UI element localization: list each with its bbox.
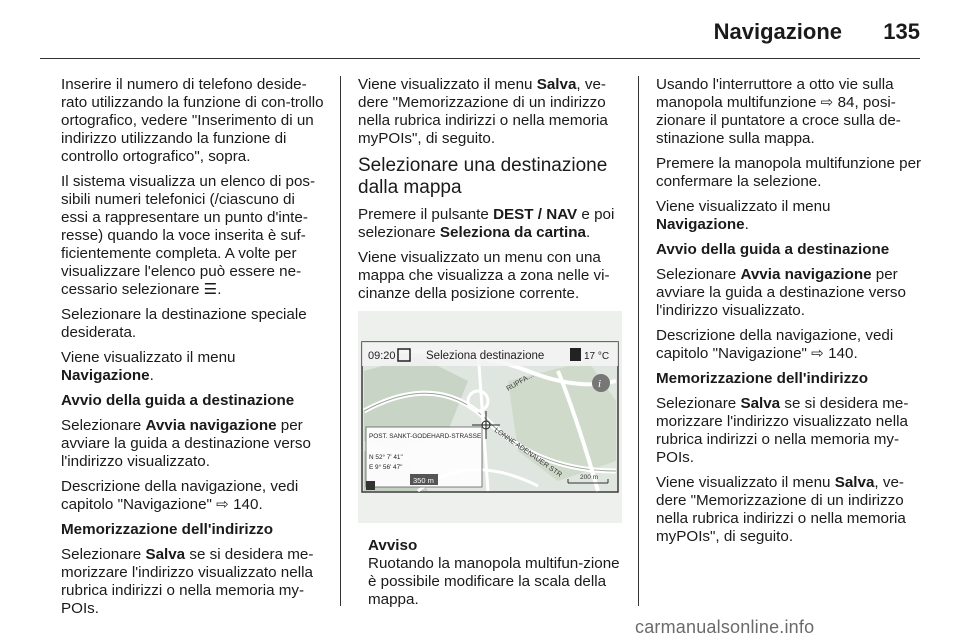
paragraph xyxy=(656,76,922,148)
text: Descrizione della navigazione, vedi capitolo "Navigazione" xyxy=(656,327,894,362)
temperature: 17 °C xyxy=(584,351,610,362)
text: per avviare la guida a destinazione verso l'indirizzo visualizzato. xyxy=(61,417,311,470)
header-rule xyxy=(40,58,920,59)
latitude: N 52° 7' 41" xyxy=(369,454,403,461)
text: per avviare la guida a destinazione verso l'indirizzo visualizzato. xyxy=(656,266,906,319)
column-3 xyxy=(656,76,922,553)
column-1 xyxy=(61,76,324,625)
menu-item: Salva xyxy=(145,546,186,563)
subheading-save: Memorizzazione dell'indirizzo xyxy=(656,370,869,387)
screen-title: Seleziona destinazione xyxy=(426,350,545,362)
menu-item: Salva xyxy=(536,76,577,93)
text: . xyxy=(744,216,749,233)
paragraph xyxy=(656,474,922,546)
text: . xyxy=(149,367,154,384)
paragraph xyxy=(61,478,324,514)
paragraph xyxy=(358,76,622,148)
list-icon: ☰ xyxy=(203,281,218,298)
paragraph xyxy=(61,173,324,299)
text: Il sistema visualizza un elenco di pos-sibili numeri telefonici (/ciascuno di essi a rappresentare un punto d'inte-resse) quando la voce inserita è suf-ficientemente completa. A volte per visualizzare l'elenco può essere ne-cessario selezionare xyxy=(61,173,316,298)
text: 84, posi-zionare il puntatore a croce sulla de-stinazione sulla mappa. xyxy=(656,94,901,147)
text: e poi selezionare xyxy=(358,206,615,241)
road-label: LONNE ADENAUER STR xyxy=(492,426,563,479)
longitude: E 9° 56' 47" xyxy=(369,464,403,471)
paragraph: Viene visualizzato un menu con una mappa che visualizza a zona nelle vi-cinanze della posizione corrente. xyxy=(358,249,610,302)
scale-box-label: 350 m xyxy=(413,476,434,485)
menu-item: Salva xyxy=(834,474,875,491)
text: Viene visualizzato il menu xyxy=(656,474,835,491)
paragraph xyxy=(656,395,922,467)
text: Selezionare xyxy=(61,546,146,563)
text: 140. xyxy=(228,496,263,513)
menu-item: Avvia navigazione xyxy=(145,417,277,434)
road-label: RUPFA… xyxy=(505,371,536,393)
text: Selezionare xyxy=(656,266,741,283)
text: Usando l'interruttore a otto vie sulla manopola multifunzione xyxy=(656,76,894,111)
column-divider xyxy=(638,76,639,606)
text: se si desidera me-morizzare l'indirizzo visualizzato nella rubrica indirizzi o nella memoria my-POIs. xyxy=(656,395,909,466)
text: Descrizione della navigazione, vedi capitolo "Navigazione" xyxy=(61,478,299,513)
paragraph xyxy=(358,206,622,242)
page-ref-arrow-icon: ⇨ xyxy=(811,345,824,362)
paragraph xyxy=(61,546,324,618)
menu-name: Navigazione xyxy=(656,216,745,233)
menu-item: Salva xyxy=(740,395,781,412)
clock: 09:20 xyxy=(368,350,396,362)
note-box xyxy=(368,537,624,609)
text: , ve-dere "Memorizzazione di un indirizzo nella rubrica indirizzi o nella memoria myPOIs", di seguito. xyxy=(656,474,906,545)
text: 140. xyxy=(823,345,858,362)
text: Premere il pulsante xyxy=(358,206,494,223)
paragraph xyxy=(61,417,324,471)
section-heading: Selezionare una destinazione dalla mappa xyxy=(358,155,608,198)
note-title: Avviso xyxy=(368,537,418,554)
street-name: POST. SANKT-GODEHARD-STRASSE xyxy=(369,433,482,440)
paragraph xyxy=(656,266,922,320)
text: . xyxy=(217,281,222,298)
paragraph xyxy=(656,198,922,234)
section-title: Navigazione xyxy=(713,19,842,44)
text: , ve-dere "Memorizzazione di un indirizzo nella rubrica indirizzi o nella memoria myPOIs", di seguito. xyxy=(358,76,608,147)
column-divider xyxy=(340,76,341,606)
text: Viene visualizzato il menu xyxy=(61,349,236,366)
menu-item: Seleziona da cartina xyxy=(439,224,586,241)
text: Viene visualizzato il menu xyxy=(656,198,831,215)
column-2 xyxy=(358,76,622,310)
text: . xyxy=(585,224,591,241)
paragraph xyxy=(61,349,324,385)
paragraph: Inserire il numero di telefono deside-rato utilizzando la funzione di con-trollo ortografico, vedere "Inserimento di un indirizzo utilizzando la funzione di controllo ortografico", sopra. xyxy=(61,76,324,165)
note-text: Ruotando la manopola multifun-zione è possibile modificare la scala della mappa. xyxy=(368,555,620,608)
menu-name: Navigazione xyxy=(61,367,150,384)
menu-item: Avvia navigazione xyxy=(740,266,872,283)
page-ref-arrow-icon: ⇨ xyxy=(820,94,834,111)
page-number: 135 xyxy=(883,19,920,44)
scale-bar-label: 200 m xyxy=(580,474,599,481)
phone-icon xyxy=(570,348,581,361)
button-name: DEST / NAV xyxy=(493,206,578,223)
text: Viene visualizzato il menu xyxy=(358,76,537,93)
text: se si desidera me-morizzare l'indirizzo visualizzato nella rubrica indirizzi o nella memoria my-POIs. xyxy=(61,546,314,617)
text: Selezionare xyxy=(656,395,741,412)
map-figure xyxy=(358,311,622,523)
page-header xyxy=(0,0,960,64)
info-icon-glyph: i xyxy=(598,378,602,390)
page-ref-arrow-icon: ⇨ xyxy=(216,496,229,513)
text: Selezionare xyxy=(61,417,146,434)
map-screenshot xyxy=(358,311,622,523)
watermark: carmanualsonline.info xyxy=(635,617,815,637)
subheading-save: Memorizzazione dell'indirizzo xyxy=(61,521,274,538)
paragraph: Selezionare la destinazione speciale desiderata. xyxy=(61,306,307,341)
subheading-guide: Avvio della guida a destinazione xyxy=(656,241,890,258)
menu-icon xyxy=(366,481,375,490)
paragraph: Premere la manopola multifunzione per confermare la selezione. xyxy=(656,155,922,190)
subheading-guide: Avvio della guida a destinazione xyxy=(61,392,295,409)
paragraph xyxy=(656,327,922,363)
